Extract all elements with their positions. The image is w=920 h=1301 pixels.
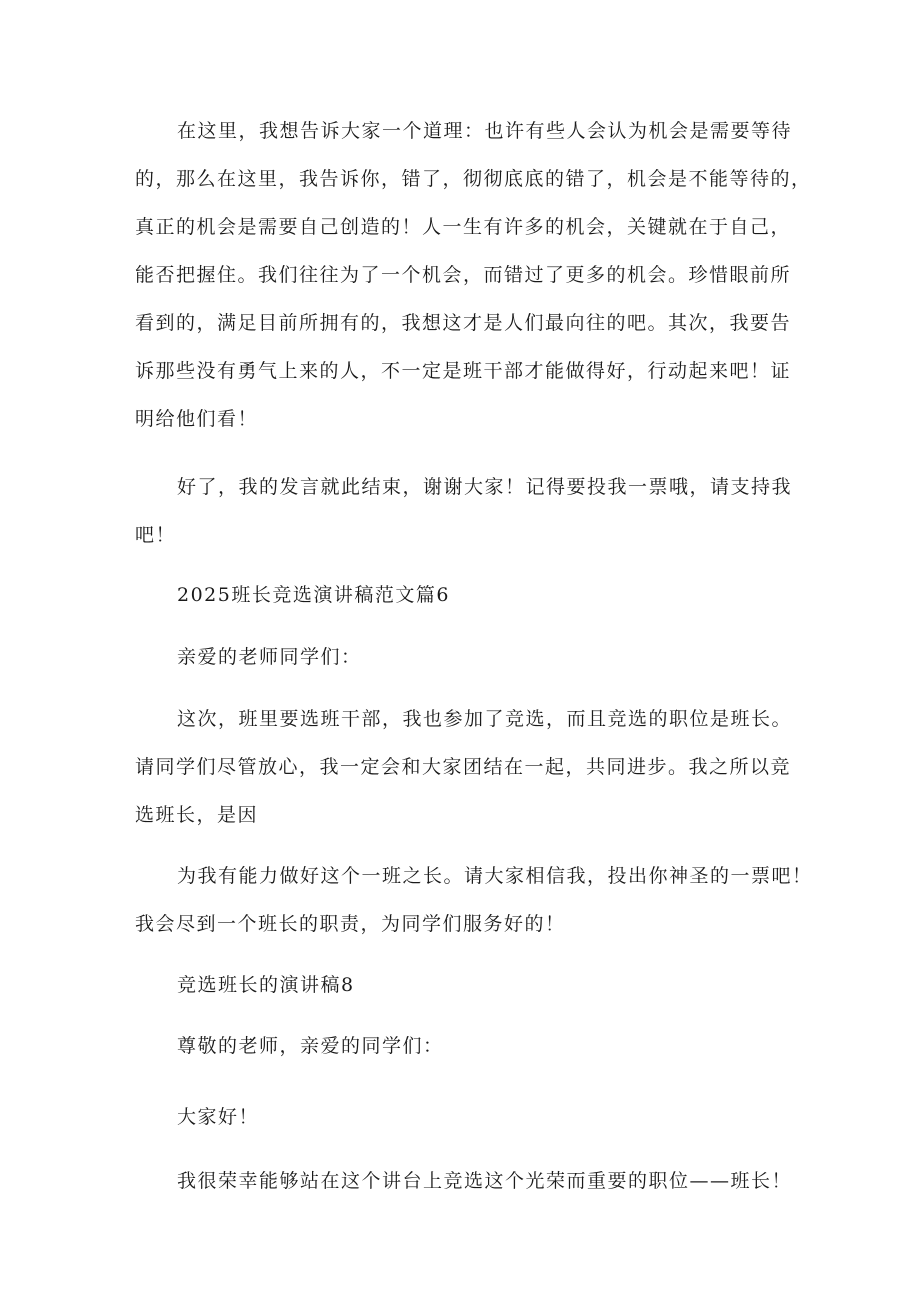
text-line: 看到的，满足目前所拥有的，我想这才是人们最向往的吧。其次，我要告 xyxy=(135,312,792,334)
text-line: 的，那么在这里，我告诉你，错了，彻彻底底的错了，机会是不能等待的， xyxy=(135,168,812,190)
paragraph-ability xyxy=(135,852,813,948)
text-line: 明给他们看！ xyxy=(135,408,259,430)
paragraph-honored xyxy=(135,1157,793,1205)
section-title-8 xyxy=(135,961,785,1009)
text-line: 在这里，我想告诉大家一个道理：也许有些人会认为机会是需要等待 xyxy=(177,120,793,142)
paragraph-opportunity xyxy=(135,107,812,443)
salutation: 亲爱的老师同学们： xyxy=(177,646,362,668)
text-line: 好了，我的发言就此结束，谢谢大家！记得要投我一票哦，请支持我 xyxy=(177,476,793,498)
salutation-respected xyxy=(135,1022,785,1070)
paragraph-closing xyxy=(135,463,793,559)
text-line: 吧！ xyxy=(135,524,177,546)
salutation-teachers-classmates xyxy=(135,633,785,681)
section-title: 竞选班长的演讲稿8 xyxy=(177,974,355,996)
paragraph-election-intro xyxy=(135,695,793,839)
text-line: 这次，班里要选班干部，我也参加了竞选，而且竞选的职位是班长。 xyxy=(177,708,793,730)
salutation: 尊敬的老师，亲爱的同学们： xyxy=(177,1035,444,1057)
text-line: 诉那些没有勇气上来的人，不一定是班干部才能做得好，行动起来吧！证 xyxy=(135,360,792,382)
text-line: 我很荣幸能够站在这个讲台上竞选这个光荣而重要的职位——班长！ xyxy=(177,1170,793,1192)
section-title: 2025班长竞选演讲稿范文篇6 xyxy=(177,584,450,606)
text-line: 选班长，是因 xyxy=(135,804,259,826)
text-line: 能否把握住。我们往往为了一个机会，而错过了更多的机会。珍惜眼前所 xyxy=(135,264,792,286)
section-title-6 xyxy=(135,571,785,619)
text-line: 我会尽到一个班长的职责，为同学们服务好的！ xyxy=(135,913,566,935)
text-line: 真正的机会是需要自己创造的！人一生有许多的机会，关键就在于自己， xyxy=(135,216,792,238)
text-line: 请同学们尽管放心，我一定会和大家团结在一起，共同进步。我之所以竞 xyxy=(135,756,792,778)
greeting xyxy=(135,1093,785,1141)
text-line: 为我有能力做好这个一班之长。请大家相信我，投出你神圣的一票吧！ xyxy=(177,865,813,887)
greeting-text: 大家好！ xyxy=(177,1106,260,1128)
